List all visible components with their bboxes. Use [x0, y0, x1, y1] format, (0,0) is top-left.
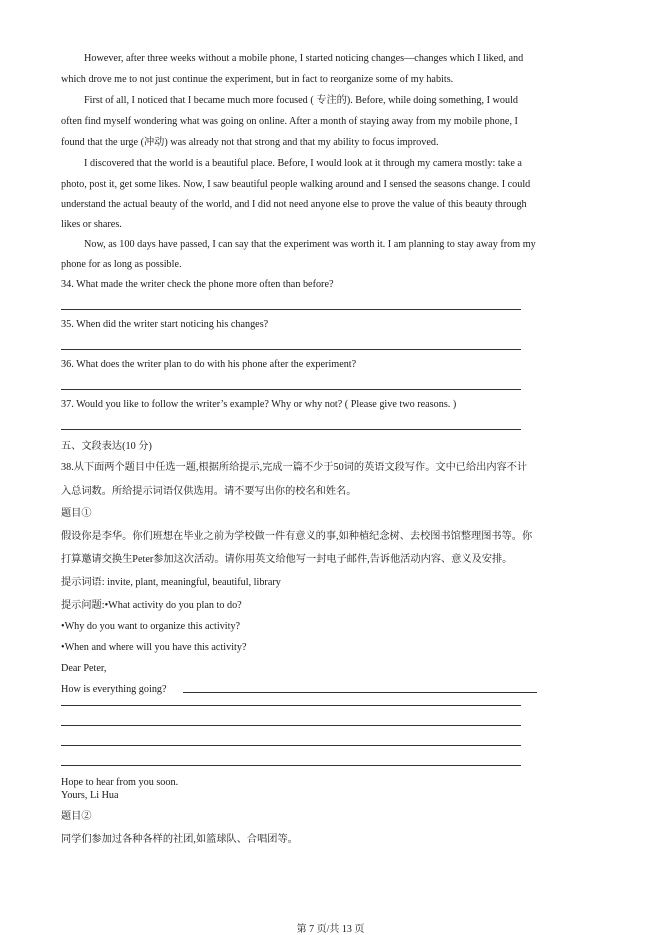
topic-1-text: 打算邀请交换生Peter参加这次活动。请你用英文给他写一封电子邮件,告诉他活动内容、意义及安排。 — [61, 554, 513, 565]
passage-line: I discovered that the world is a beautiful place. Before, I would look at it through my camera mostly: take a — [84, 158, 522, 169]
page-number: 第 7 页/共 13 页 — [296, 924, 365, 935]
passage-line: photo, post it, get some likes. Now, I saw beautiful people walking around and I sensed the seasons change. I could — [61, 179, 531, 190]
letter-greeting: Dear Peter, — [61, 663, 107, 674]
letter-closing: Hope to hear from you soon. — [61, 777, 179, 788]
passage-line: often find myself wondering what was going on online. After a month of staying away from my mobile phone, I — [61, 116, 518, 127]
answer-line-37[interactable] — [61, 429, 521, 430]
topic-1-label: 题目① — [61, 508, 92, 519]
writing-line[interactable] — [61, 765, 521, 766]
instruction-line: 入总词数。所给提示词语仅供选用。请不要写出你的校名和姓名。 — [61, 486, 357, 497]
writing-line[interactable] — [183, 692, 537, 693]
answer-line-35[interactable] — [61, 349, 521, 350]
letter-signoff: Yours, Li Hua — [61, 790, 119, 801]
topic-1-text: 假设你是李华。你们班想在毕业之前为学校做一件有意义的事,如种植纪念树、去校图书馆整理图书等。你 — [61, 531, 533, 542]
topic-2-label: 题目② — [61, 811, 92, 822]
hint-question: •Why do you want to organize this activity? — [61, 621, 241, 632]
passage-line: found that the urge (冲动) was already not that strong and that my ability to focus improved. — [61, 137, 439, 148]
answer-line-34[interactable] — [61, 309, 521, 310]
passage-line: First of all, I noticed that I became much more focused ( 专注的). Before, while doing something, I would — [84, 95, 518, 106]
question-37: 37. Would you like to follow the writer’s example? Why or why not? ( Please give two reasons. ) — [61, 399, 457, 410]
passage-line: Now, as 100 days have passed, I can say that the experiment was worth it. I am planning to stay away from my — [84, 239, 536, 250]
writing-line[interactable] — [61, 745, 521, 746]
hint-question: 提示问题:•What activity do you plan to do? — [61, 600, 242, 611]
letter-opening: How is everything going? — [61, 684, 167, 695]
instruction-line: 38.从下面两个题目中任选一题,根据所给提示,完成一篇不少于50词的英语文段写作。文中已给出内容不计 — [61, 462, 528, 473]
answer-line-36[interactable] — [61, 389, 521, 390]
hint-words: 提示词语: invite, plant, meaningful, beautiful, library — [61, 577, 281, 588]
passage-line: understand the actual beauty of the world, and I did not need anyone else to prove the value of this beauty through — [61, 199, 527, 210]
passage-line: phone for as long as possible. — [61, 259, 182, 270]
question-34: 34. What made the writer check the phone more often than before? — [61, 279, 334, 290]
writing-line[interactable] — [61, 705, 521, 706]
section-heading: 五、文段表达(10 分) — [61, 441, 152, 452]
question-35: 35. When did the writer start noticing his changes? — [61, 319, 269, 330]
passage-line: which drove me to not just continue the experiment, but in fact to reorganize some of my habits. — [61, 74, 454, 85]
question-36: 36. What does the writer plan to do with his phone after the experiment? — [61, 359, 357, 370]
topic-2-text: 同学们参加过各种各样的社团,如篮球队、合唱团等。 — [61, 834, 298, 845]
passage-line: likes or shares. — [61, 219, 122, 230]
passage-line: However, after three weeks without a mobile phone, I started noticing changes—changes which I liked, and — [84, 53, 524, 64]
hint-question: •When and where will you have this activity? — [61, 642, 247, 653]
writing-line[interactable] — [61, 725, 521, 726]
